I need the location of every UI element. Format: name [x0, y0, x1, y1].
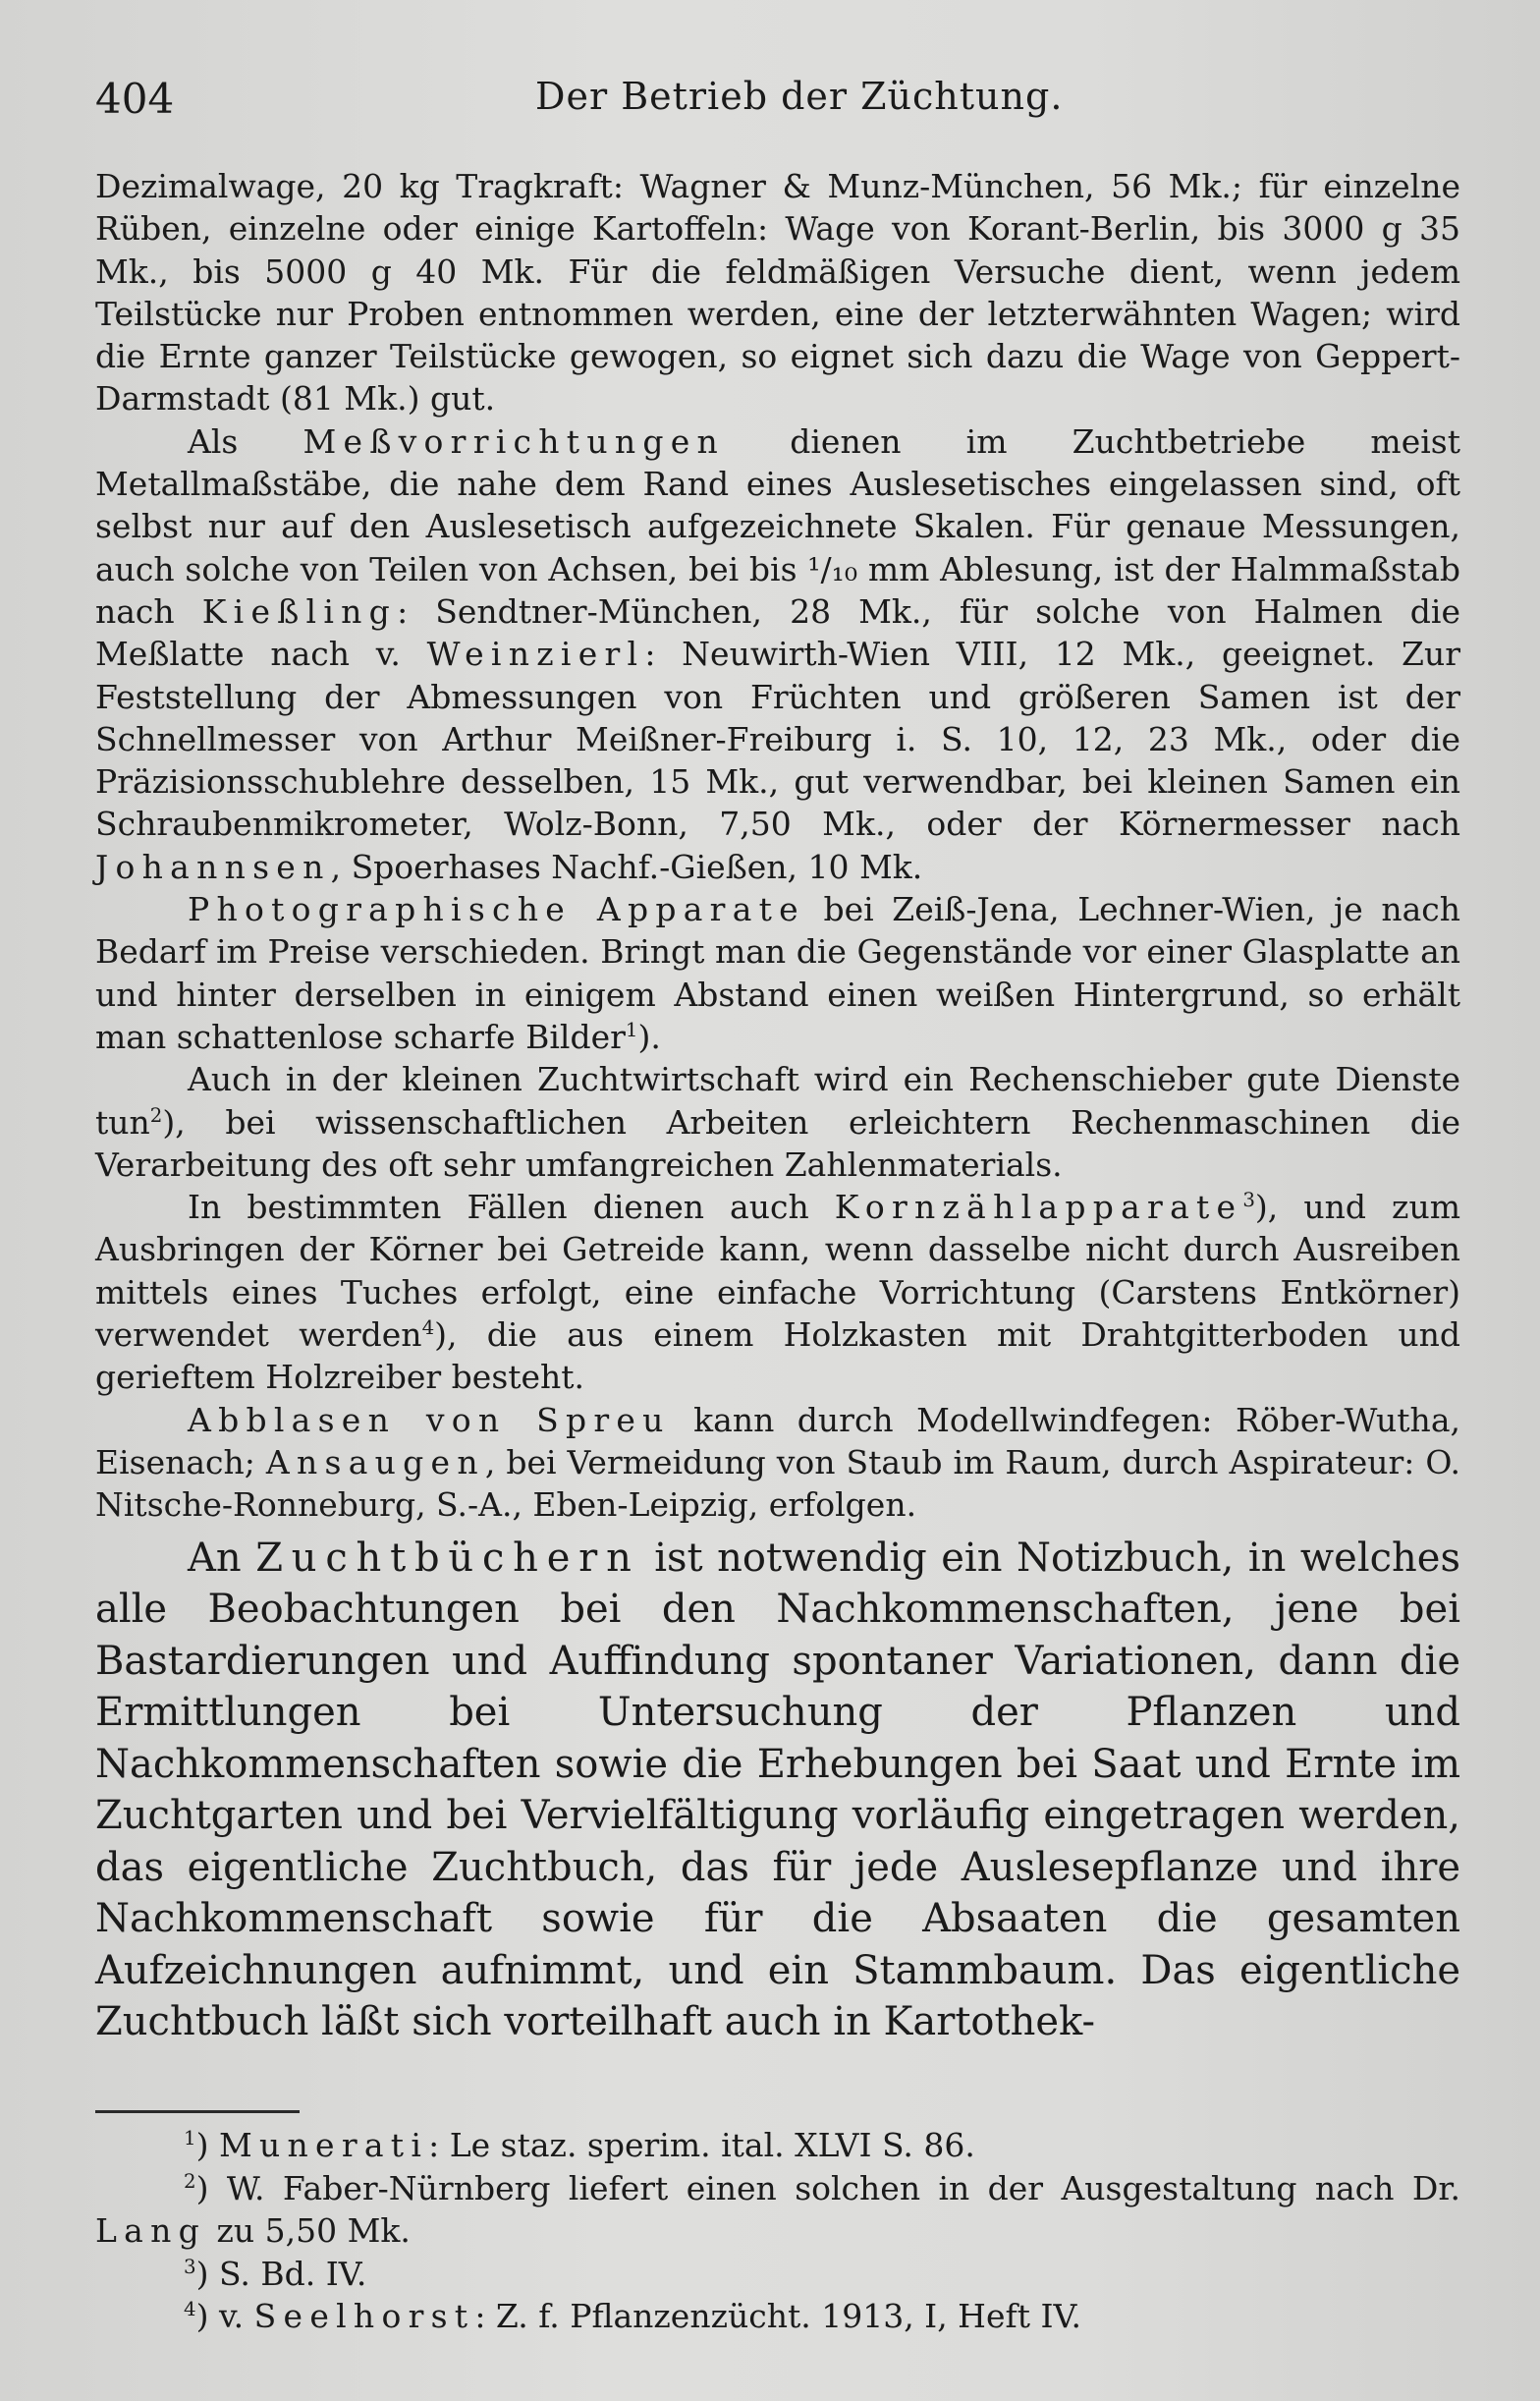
- name-seelhorst: Seelhorst: [253, 2297, 475, 2335]
- paragraph-slide-rule: Auch in der kleinen Zuchtwirtschaft wird ein Rechenschieber gute Dienste tun$^2$), bei wissenschaftlichen Arbeiten erleichtern Rechenmaschinen die Verarbeitung des oft sehr umfangreichen Zahlenmaterials.: [95, 1060, 1460, 1184]
- footnote-ref-2: 2: [149, 1103, 163, 1127]
- running-title: Der Betrieb der Züchtung.: [535, 75, 1064, 118]
- name-johannsen: Johannsen: [95, 847, 331, 886]
- footnote-ref-3: 3: [1242, 1189, 1255, 1212]
- page-header: [95, 69, 1457, 128]
- small-print-section: [95, 165, 1460, 1527]
- term-photographische-apparate: Photographische Apparate: [188, 890, 805, 929]
- footnote-4: $^4$) v. Seelhorst: Z. f. Pflanzenzücht. 1913, I, Heft IV.: [184, 2297, 1082, 2335]
- paragraph-scales: Dezimalwage, 20 kg Tragkraft: Wagner & Munz-München, 56 Mk.; für einzelne Rüben, einzelne oder einige Kartoffeln: Wage von Korant-Berlin, bis 3000 g 35 Mk., bis 5000 g 40 Mk. Für die feldmäßigen Versuche dient, wenn jedem Teilstücke nur Proben entnommen werden, eine der letzterwähnten Wagen; wird die Ernte ganzer Teilstücke gewogen, so eignet sich dazu die Wage von Geppert-Darmstadt (81 Mk.) gut.: [95, 167, 1460, 419]
- footnotes: [95, 2124, 1460, 2338]
- paragraph-measuring-devices: Als Meßvorrichtungen dienen im Zuchtbetriebe meist Metallmaßstäbe, die nahe dem Rand eines Auslesetisches eingelassen sind, oft selbst nur auf den Auslesetisch aufgezeichnete Skalen. Für genaue Messungen, auch solche von Teilen von Achsen, bei bis ¹/₁₀ mm Ablesung, ist der Halmmaßstab nach Kießling: Sendtner-München, 28 Mk., für solche von Halmen die Meßlatte nach v. Weinzierl: Neuwirth-Wien VIII, 12 Mk., geeignet. Zur Feststellung der Abmessungen von Früchten und größeren Samen ist der Schnellmesser von Arthur Meißner-Freiburg i. S. 10, 12, 23 Mk., oder die Präzisionsschublehre desselben, 15 Mk., gut verwendbar, bei kleinen Samen ein Schraubenmikrometer, Wolz-Bonn, 7,50 Mk., oder der Körnermesser nach Johannsen, Spoerhases Nachf.-Gießen, 10 Mk.: [95, 421, 1461, 886]
- term-kornzaehlapparate: Kornzählapparate: [834, 1188, 1243, 1227]
- paragraph-photographic: Photographische Apparate bei Zeiß-Jena, Lechner-Wien, je nach Bedarf im Preise verschieden. Bringt man die Gegenstände vor einer Glasplatte an und hinter derselben in einigem Abstand einen weißen Hintergrund, so erhält man schattenlose scharfe Bilder$^1$).: [95, 890, 1460, 1056]
- footnote-mark-2: 2: [184, 2169, 196, 2193]
- paragraph-breeding-books: An Zuchtbüchern ist notwendig ein Notizbuch, in welches alle Beobachtungen bei den Nachkommenschaften, jene bei Bastardierungen und Auffindung spontaner Variationen, dann die Ermittlungen bei Untersuchung der Pflanzen und Nachkommenschaften sowie die Erhebungen bei Saat und Ernte im Zuchtgarten und bei Vervielfältigung vorläufig eingetragen werden, das eigentliche Zuchtbuch, das für jede Auslesepflanze und ihre Nachkommenschaft sowie für die Absaaten die gesamten Aufzeichnungen aufnimmt, und ein Stammbaum. Das eigentliche Zuchtbuch läßt sich vorteilhaft auch in Kartothek-: [95, 1535, 1460, 2044]
- paragraph-chaff: Abblasen von Spreu kann durch Modellwindfegen: Röber-Wutha, Eisenach; Ansaugen, bei Vermeidung von Staub im Raum, durch Aspirateur: O. Nitsche-Ronneburg, S.-A., Eben-Leipzig, erfolgen.: [95, 1400, 1460, 1525]
- footnote-mark-1: 1: [184, 2127, 196, 2150]
- term-zuchtbuechern: Zuchtbüchern: [255, 1535, 640, 1581]
- paragraph-grain-counters: In bestimmten Fällen dienen auch Kornzählapparate$^3$), und zum Ausbringen der Körner bei Getreide kann, wenn dasselbe nicht durch Ausreiben mittels eines Tuches erfolgt, eine einfache Vorrichtung (Carstens Entkörner) verwendet werden$^4$), die aus einem Holzkasten mit Drahtgitterboden und gerieftem Holzreiber besteht.: [95, 1188, 1460, 1397]
- name-weinzierl: Weinzierl: [426, 635, 645, 674]
- name-munerati: Munerati: [218, 2126, 429, 2164]
- footnote-mark-4: 4: [184, 2298, 196, 2320]
- footnote-1: $^1$) Munerati: Le staz. sperim. ital. XLVI S. 86.: [184, 2126, 975, 2164]
- footnote-3: $^3$) S. Bd. IV.: [184, 2254, 367, 2293]
- term-ansaugen: Ansaugen: [265, 1442, 485, 1481]
- page-number: 404: [95, 75, 175, 123]
- main-text: [95, 165, 1460, 2048]
- footnote-divider: [95, 2110, 300, 2113]
- footnote-2: $^2$) W. Faber-Nürnberg liefert einen solchen in der Ausgestaltung nach Dr. Lang zu 5,50 Mk.: [95, 2168, 1460, 2250]
- term-messvorrichtungen: Meßvorrichtungen: [302, 421, 726, 461]
- large-print-section: [95, 1533, 1460, 2048]
- name-lang: Lang: [95, 2211, 207, 2250]
- footnote-ref-4: 4: [421, 1316, 435, 1340]
- footnote-ref-1: 1: [625, 1018, 638, 1041]
- footnote-mark-3: 3: [184, 2255, 196, 2278]
- name-kiessling: Kießling: [201, 591, 398, 631]
- term-abblasen-von-spreu: Abblasen von Spreu: [188, 1400, 671, 1439]
